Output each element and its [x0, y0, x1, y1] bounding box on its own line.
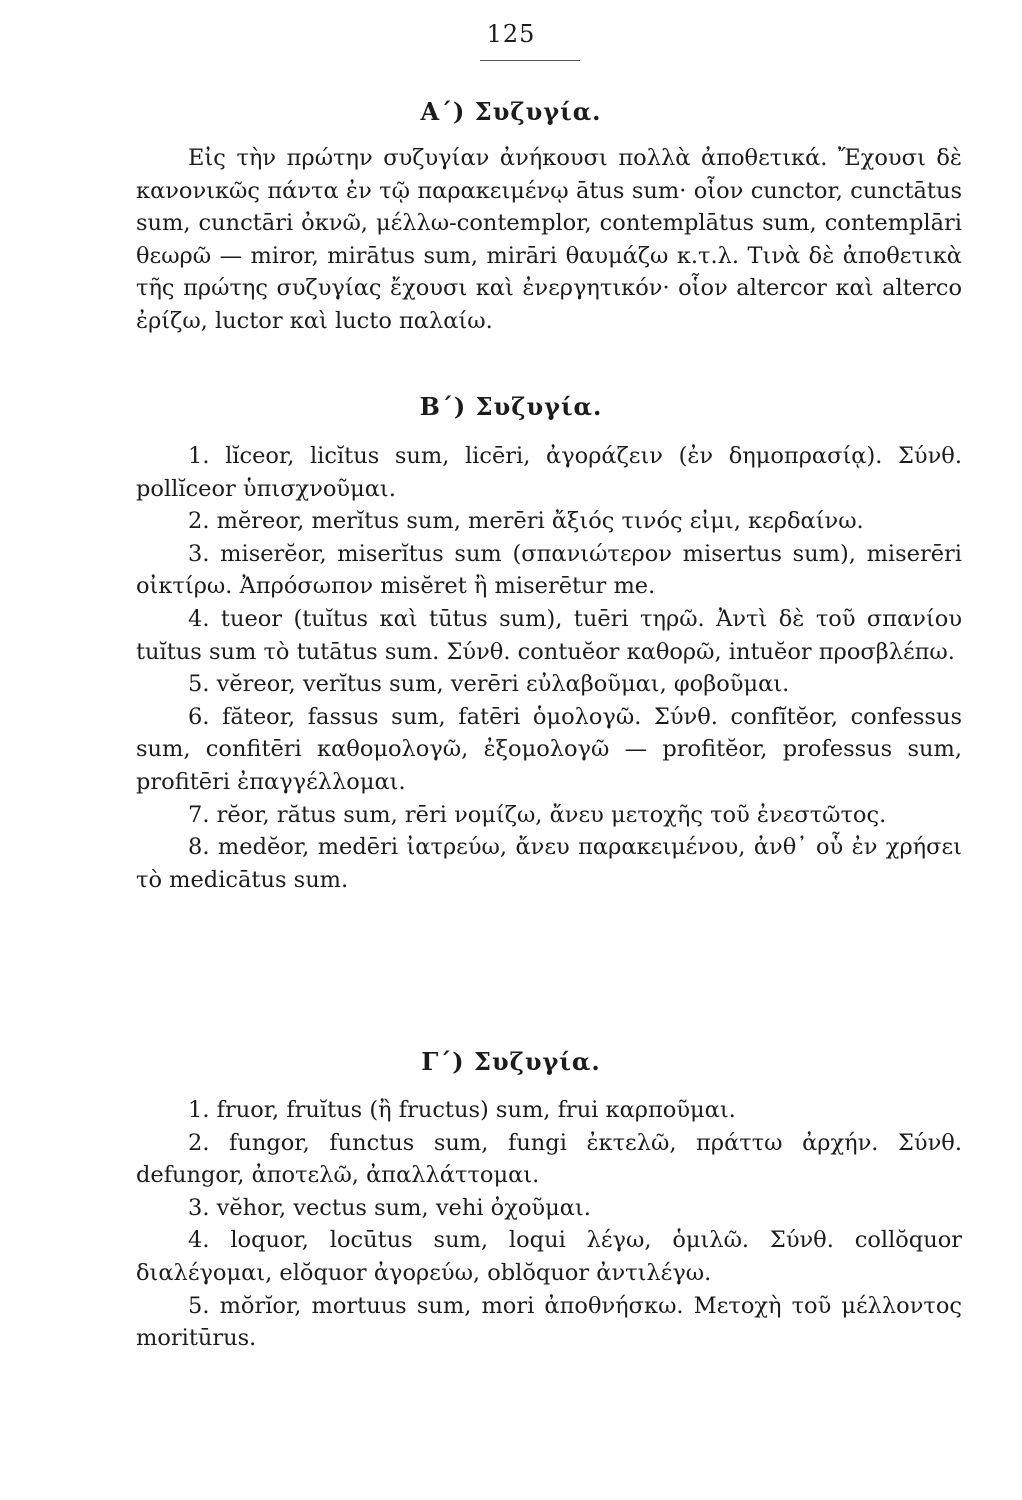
item-number: 3. — [188, 1194, 210, 1221]
list-item — [136, 1192, 962, 1225]
item-text: vĕreor, verĭtus sum, verēri εὐλαβοῦμαι, φοβοῦμαι. — [216, 671, 790, 698]
page-number-rule — [480, 60, 580, 61]
item-text: loquor, locūtus sum, loqui λέγω, ὁμιλῶ. Σύνθ. collŏquor διαλέγομαι, elŏquor ἀγορεύω, oblŏquor ἀντιλέγω. — [136, 1227, 963, 1286]
section-c-list — [136, 1094, 962, 1355]
item-text: rĕor, rătus sum, rēri νομίζω, ἄνευ μετοχῆς τοῦ ἐνεστῶτος. — [216, 801, 887, 828]
item-text: mĕreor, merĭtus sum, merēri ἄξιός τινός εἰμι, κερδαίνω. — [216, 508, 864, 535]
list-item — [136, 668, 962, 701]
item-text: lĭceor, licĭtus sum, licēri, ἀγοράζειν (ἐν δημοπρασίᾳ). Σύνθ. pollĭceor ὑπισχνοῦμαι. — [136, 443, 962, 502]
section-c-body — [136, 1094, 962, 1355]
section-b-heading: Β΄) Συζυγία. — [419, 392, 603, 421]
item-number: 2. — [188, 1129, 210, 1156]
item-text: fungor, functus sum, fungi ἐκτελῶ, πράττω ἀρχήν. Σύνθ. defungor, ἀποτελῶ, ἀπαλλάττομαι. — [136, 1129, 962, 1189]
section-b-list — [136, 440, 962, 896]
item-text: medĕor, medēri ἰατρεύω, ἄνευ παρακειμένου, ἀνθ᾽ οὗ ἐν χρήσει τὸ medicātus sum. — [136, 834, 962, 893]
item-number: 4. — [188, 1227, 210, 1254]
item-text: fruor, fruĭtus (ἢ fructus) sum, frui καρποῦμαι. — [216, 1097, 736, 1123]
item-number: 3. — [188, 540, 210, 567]
list-item — [136, 799, 962, 832]
list-item — [136, 831, 962, 896]
list-item — [136, 1224, 962, 1289]
list-item — [136, 440, 962, 505]
section-a-heading: Α΄) Συζυγία. — [420, 97, 602, 126]
list-item — [136, 1094, 962, 1127]
item-text: mŏrĭor, mortuus sum, mori ἀποθνήσκω. Μετοχὴ τοῦ μέλλοντος moritūrus. — [136, 1292, 962, 1352]
item-number: 1. — [188, 443, 210, 469]
item-text: făteor, fassus sum, fatēri ὁμολογῶ. Σύνθ. confĭtĕor, confessus sum, confitēri καθομολογῶ, ἐξομολογῶ — profitĕor, professus sum, profitēri ἐπαγγέλλομαι. — [136, 703, 962, 795]
item-number: 2. — [188, 508, 210, 535]
item-number: 5. — [188, 1292, 210, 1319]
section-a-paragraph: Εἰς τὴν πρώτην συζυγίαν ἀνήκουσι πολλὰ ἀποθετικά. Ἔχουσι δὲ κανονικῶς πάντα ἐν τῷ παρακειμένῳ ātus sum· οἷον cunctor, cunctātus sum, cunctāri ὀκνῶ, μέλλω-contemplor, contemplātus sum, contemplāri θεωρῶ — miror, mirātus sum, mirāri θαυμάζω κ.τ.λ. Τινὰ δὲ ἀποθετικὰ τῆς πρώτης συζυγίας ἔχουσι καὶ ἐνεργητικόν· οἷον altercor καὶ alterco ἐρίζω, luctor καὶ lucto παλαίω. — [136, 145, 962, 334]
section-a-body — [136, 142, 962, 338]
section-b-body — [136, 440, 962, 896]
section-c-heading: Γ΄) Συζυγία. — [421, 1047, 601, 1076]
list-item — [136, 603, 962, 668]
item-number: 4. — [188, 605, 210, 632]
item-number: 8. — [188, 834, 210, 861]
item-text: miserĕor, miserĭtus sum (σπανιώτερον misertus sum), miserēri οἰκτίρω. Ἀπρόσωπον misĕret ἢ miserētur me. — [136, 540, 962, 600]
item-number: 5. — [188, 671, 210, 698]
list-item — [136, 505, 962, 538]
page-number: 125 — [486, 20, 536, 48]
list-item — [136, 538, 962, 603]
item-number: 1. — [188, 1097, 210, 1123]
list-item — [136, 1290, 962, 1355]
item-text: vĕhor, vectus sum, vehi ὀχοῦμαι. — [216, 1194, 591, 1221]
list-item — [136, 1127, 962, 1192]
list-item — [136, 701, 962, 799]
item-number: 7. — [188, 801, 210, 828]
item-text: tueor (tuĭtus καὶ tūtus sum), tuēri τηρῶ. Ἀντὶ δὲ τοῦ σπανίου tuĭtus sum τὸ tutātus sum. Σύνθ. contuĕor καθορῶ, intuĕor προσβλέπω. — [136, 605, 962, 665]
item-number: 6. — [188, 703, 210, 730]
